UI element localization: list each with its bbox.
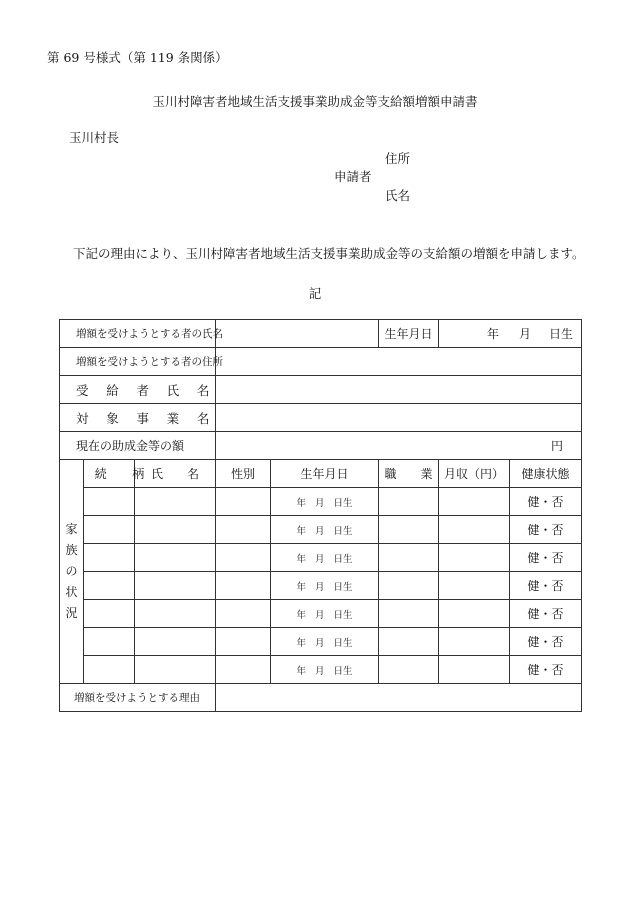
family-health-cell[interactable]: 健・否 — [510, 628, 582, 656]
family-occupation-cell[interactable] — [379, 572, 439, 600]
family-dob-cell[interactable]: 年 月 日生 — [271, 628, 379, 656]
current-amount-field[interactable] — [216, 432, 582, 460]
family-health-cell[interactable]: 健・否 — [510, 656, 582, 684]
family-income-cell[interactable] — [439, 516, 510, 544]
family-dob-cell[interactable]: 年 月 日生 — [271, 544, 379, 572]
family-dob-cell[interactable]: 年 月 日生 — [271, 488, 379, 516]
family-relation-cell[interactable] — [84, 516, 135, 544]
family-income-cell[interactable] — [439, 488, 510, 516]
family-occupation-cell[interactable] — [379, 628, 439, 656]
family-name-cell[interactable] — [135, 572, 216, 600]
family-label-char: 家 — [65, 522, 78, 536]
family-health-cell[interactable]: 健・否 — [510, 488, 582, 516]
family-label-char: 状 — [65, 585, 78, 599]
body-text: 下記の理由により、玉川村障害者地域生活支援事業助成金等の支給額の増額を申請します。 — [73, 246, 585, 261]
applicant-name-label: 氏名 — [385, 188, 411, 203]
dob-year: 年 — [487, 327, 500, 341]
family-relation-cell[interactable] — [84, 600, 135, 628]
family-relation-cell[interactable] — [84, 488, 135, 516]
recipient-address-label: 増額を受けようとする者の住所 — [60, 348, 216, 376]
family-header-row — [60, 460, 582, 488]
family-sex-cell[interactable] — [216, 572, 271, 600]
header-income: 月収（円） — [439, 460, 510, 488]
family-row — [60, 656, 582, 684]
dob-day: 日生 — [549, 327, 574, 341]
family-row — [60, 488, 582, 516]
reason-field[interactable] — [216, 684, 582, 712]
family-income-cell[interactable] — [439, 628, 510, 656]
header-dob: 生年月日 — [271, 460, 379, 488]
family-dob-cell[interactable]: 年 月 日生 — [271, 516, 379, 544]
beneficiary-name-row — [60, 376, 582, 404]
current-amount-row — [60, 432, 582, 460]
beneficiary-name-label: 受 給 者 氏 名 — [60, 376, 216, 404]
yen-unit: 円 — [551, 439, 564, 453]
family-dob-cell[interactable]: 年 月 日生 — [271, 656, 379, 684]
family-name-cell[interactable] — [135, 600, 216, 628]
family-row — [60, 600, 582, 628]
family-name-cell[interactable] — [135, 656, 216, 684]
header-sex: 性別 — [216, 460, 271, 488]
target-project-field[interactable] — [216, 404, 582, 432]
family-occupation-cell[interactable] — [379, 488, 439, 516]
family-health-cell[interactable]: 健・否 — [510, 600, 582, 628]
family-dob-cell[interactable]: 年 月 日生 — [271, 600, 379, 628]
beneficiary-name-field[interactable] — [216, 376, 582, 404]
document-title: 玉川村障害者地域生活支援事業助成金等支給額増額申請書 — [152, 94, 478, 109]
family-sex-cell[interactable] — [216, 656, 271, 684]
current-amount-label: 現在の助成金等の額 — [60, 432, 216, 460]
addressee: 玉川村長 — [69, 130, 120, 145]
family-occupation-cell[interactable] — [379, 544, 439, 572]
family-name-cell[interactable] — [135, 628, 216, 656]
family-income-cell[interactable] — [439, 572, 510, 600]
family-label-char: 族 — [65, 543, 78, 557]
family-row — [60, 516, 582, 544]
reason-row — [60, 684, 582, 712]
family-sex-cell[interactable] — [216, 600, 271, 628]
family-dob-cell[interactable]: 年 月 日生 — [271, 572, 379, 600]
family-health-cell[interactable]: 健・否 — [510, 572, 582, 600]
family-sex-cell[interactable] — [216, 516, 271, 544]
family-row — [60, 572, 582, 600]
header-relation: 続 柄 — [84, 460, 135, 488]
family-occupation-cell[interactable] — [379, 600, 439, 628]
family-relation-cell[interactable] — [84, 628, 135, 656]
family-name-cell[interactable] — [135, 544, 216, 572]
recipient-name-label: 増額を受けようとする者の氏名 — [60, 320, 216, 348]
family-sex-cell[interactable] — [216, 628, 271, 656]
family-sex-cell[interactable] — [216, 544, 271, 572]
applicant-address-label: 住所 — [385, 151, 411, 166]
header-health: 健康状態 — [510, 460, 582, 488]
target-project-label: 対 象 事 業 名 — [60, 404, 216, 432]
applicant-label: 申請者 — [334, 169, 372, 184]
family-name-cell[interactable] — [135, 516, 216, 544]
family-health-cell[interactable]: 健・否 — [510, 516, 582, 544]
family-income-cell[interactable] — [439, 544, 510, 572]
target-project-row — [60, 404, 582, 432]
family-occupation-cell[interactable] — [379, 656, 439, 684]
family-income-cell[interactable] — [439, 656, 510, 684]
family-health-cell[interactable]: 健・否 — [510, 544, 582, 572]
reason-label: 増額を受けようとする理由 — [60, 684, 216, 712]
family-relation-cell[interactable] — [84, 656, 135, 684]
dob-month: 月 — [519, 327, 532, 341]
family-label-char: の — [65, 564, 78, 578]
header-name: 氏 名 — [135, 460, 216, 488]
recipient-dob-field[interactable] — [439, 320, 582, 348]
header-occupation: 職 業 — [379, 460, 439, 488]
family-row — [60, 628, 582, 656]
family-relation-cell[interactable] — [84, 544, 135, 572]
family-income-cell[interactable] — [439, 600, 510, 628]
recipient-name-row — [60, 320, 582, 348]
recipient-dob-label: 生年月日 — [379, 320, 439, 348]
recipient-address-field[interactable] — [216, 348, 582, 376]
application-table — [59, 319, 582, 712]
family-status-label — [60, 460, 84, 684]
ki-label: 記 — [308, 286, 322, 301]
family-label-char: 況 — [65, 606, 78, 620]
family-sex-cell[interactable] — [216, 488, 271, 516]
recipient-name-field[interactable] — [216, 320, 379, 348]
family-relation-cell[interactable] — [84, 572, 135, 600]
recipient-address-row — [60, 348, 582, 376]
family-row — [60, 544, 582, 572]
form-number: 第 69 号様式（第 119 条関係） — [47, 50, 228, 65]
family-name-cell[interactable] — [135, 488, 216, 516]
family-occupation-cell[interactable] — [379, 516, 439, 544]
